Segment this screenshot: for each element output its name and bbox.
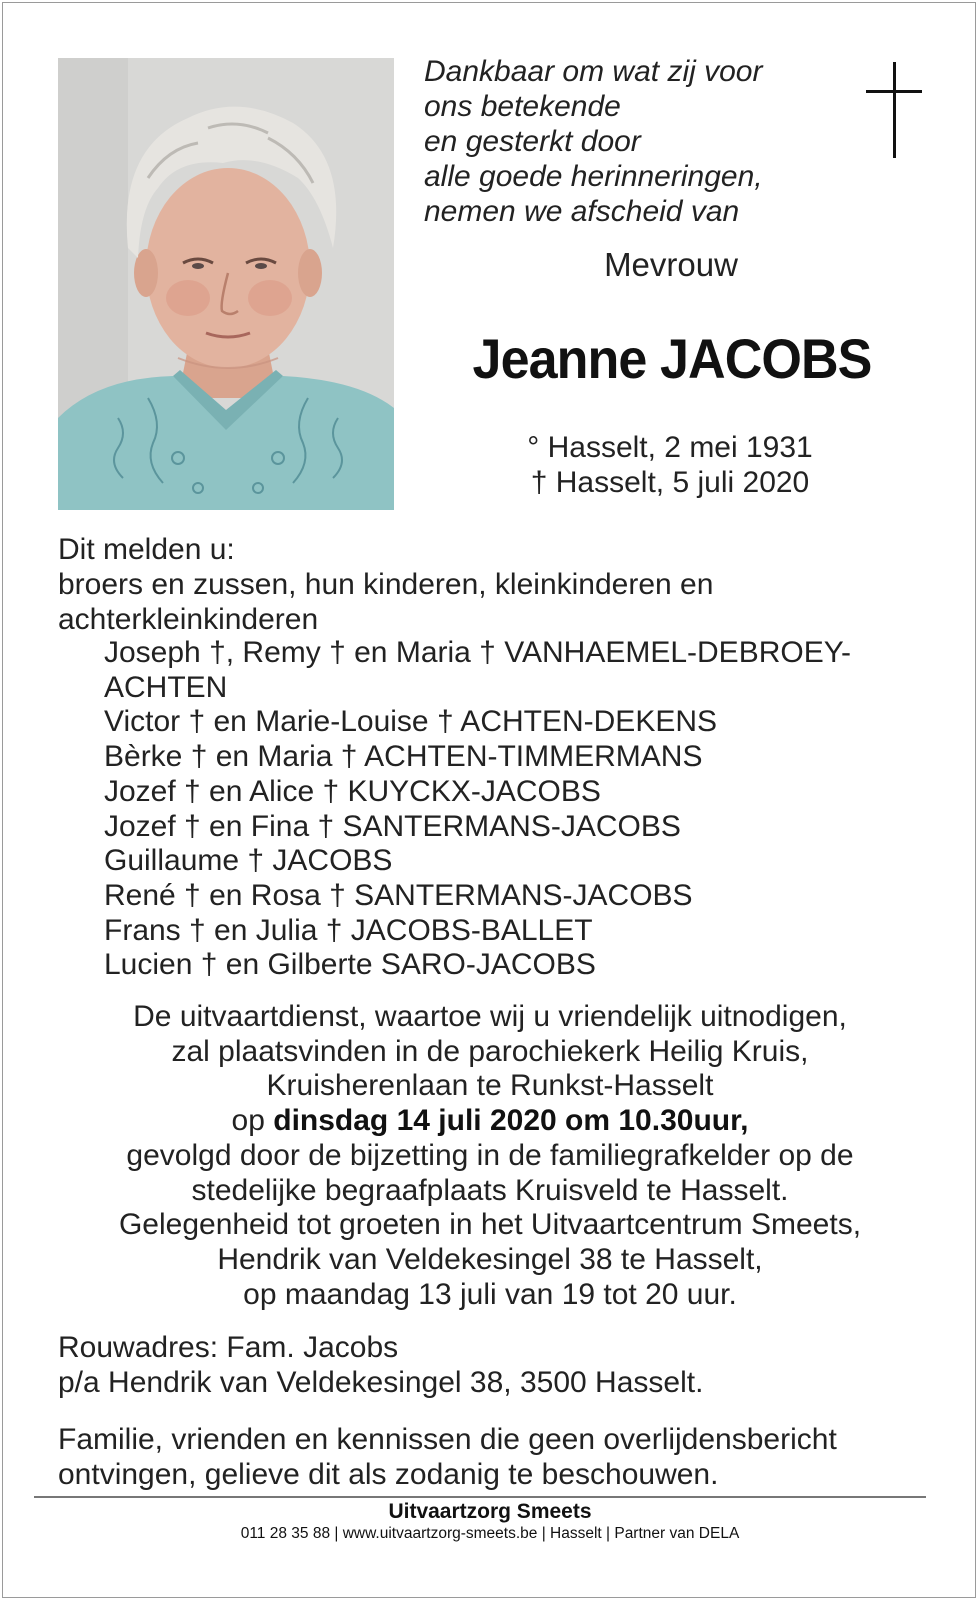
footer-contact: 011 28 35 88 | www.uitvaartzorg-smeets.be | Hasselt | Partner van DELA: [240, 1525, 740, 1542]
announce-line-3: achterkleinkinderen: [58, 603, 319, 636]
title-prefix: Mevrouw: [604, 246, 738, 283]
rouwadres-line-1: Rouwadres: Fam. Jacobs: [58, 1331, 399, 1364]
closing-line-1: Familie, vrienden en kennissen die geen overlijdensbericht: [58, 1423, 837, 1456]
family-line: Frans † en Julia † JACOBS-BALLET: [104, 913, 593, 947]
family-line: Jozef † en Alice † KUYCKX-JACOBS: [104, 774, 601, 808]
service-line: Hendrik van Veldekesingel 38 te Hasselt,: [217, 1242, 763, 1276]
family-line: Guillaume † JACOBS: [104, 844, 393, 878]
family-line: Bèrke † en Maria † ACHTEN-TIMMERMANS: [104, 740, 703, 774]
announce-line-1: Dit melden u:: [58, 533, 235, 566]
intro-line: ons betekende: [424, 90, 621, 123]
service-line: De uitvaartdienst, waartoe wij u vriendelijk uitnodigen,: [133, 1000, 847, 1033]
announce-line-2: broers en zussen, hun kinderen, kleinkinderen en: [58, 568, 714, 601]
birth-date: ° Hasselt, 2 mei 1931: [527, 431, 813, 464]
footer-divider: [34, 1496, 926, 1498]
family-list: [104, 636, 851, 983]
intro-line: alle goede herinneringen,: [424, 160, 763, 193]
rouwadres-line-2: p/a Hendrik van Veldekesingel 38, 3500 Hasselt.: [58, 1366, 704, 1399]
service-date-prefix: op: [231, 1104, 274, 1138]
service-line: op maandag 13 juli van 19 tot 20 uur.: [243, 1277, 737, 1311]
deceased-name: Jeanne JACOBS: [472, 327, 872, 390]
portrait-photo: [58, 58, 394, 510]
service-line: Gelegenheid tot groeten in het Uitvaartcentrum Smeets,: [118, 1208, 862, 1242]
service-date-line: [40, 1104, 940, 1139]
intro-verse: [424, 54, 824, 229]
service-date: dinsdag 14 juli 2020 om 10.30uur,: [273, 1104, 749, 1138]
family-line: Joseph †, Remy † en Maria † VANHAEMEL-DEBROEY-: [104, 636, 851, 669]
family-line: Victor † en Marie-Louise † ACHTEN-DEKENS: [104, 705, 718, 739]
service-line: Kruisherenlaan te Runkst-Hasselt: [266, 1069, 714, 1103]
service-line: gevolgd door de bijzetting in de familiegrafkelder op de: [126, 1138, 854, 1172]
service-line: stedelijke begraafplaats Kruisveld te Hasselt.: [191, 1173, 789, 1207]
death-date: † Hasselt, 5 juli 2020: [530, 466, 810, 499]
intro-line: nemen we afscheid van: [424, 195, 740, 228]
family-line: René † en Rosa † SANTERMANS-JACOBS: [104, 878, 693, 912]
family-line: Jozef † en Fina † SANTERMANS-JACOBS: [104, 809, 681, 843]
cross-icon: [866, 62, 922, 158]
family-line: ACHTEN: [104, 670, 228, 704]
intro-line: en gesterkt door: [424, 125, 641, 158]
service-line: zal plaatsvinden in de parochiekerk Heilig Kruis,: [171, 1034, 809, 1068]
closing-line-2: ontvingen, gelieve dit als zodanig te beschouwen.: [58, 1458, 719, 1491]
family-line: Lucien † en Gilberte SARO-JACOBS: [104, 948, 596, 982]
service-details: [40, 1000, 940, 1312]
life-dates: [490, 430, 850, 500]
intro-line: Dankbaar om wat zij voor: [424, 55, 763, 88]
footer-company: Uitvaartzorg Smeets: [388, 1500, 592, 1523]
